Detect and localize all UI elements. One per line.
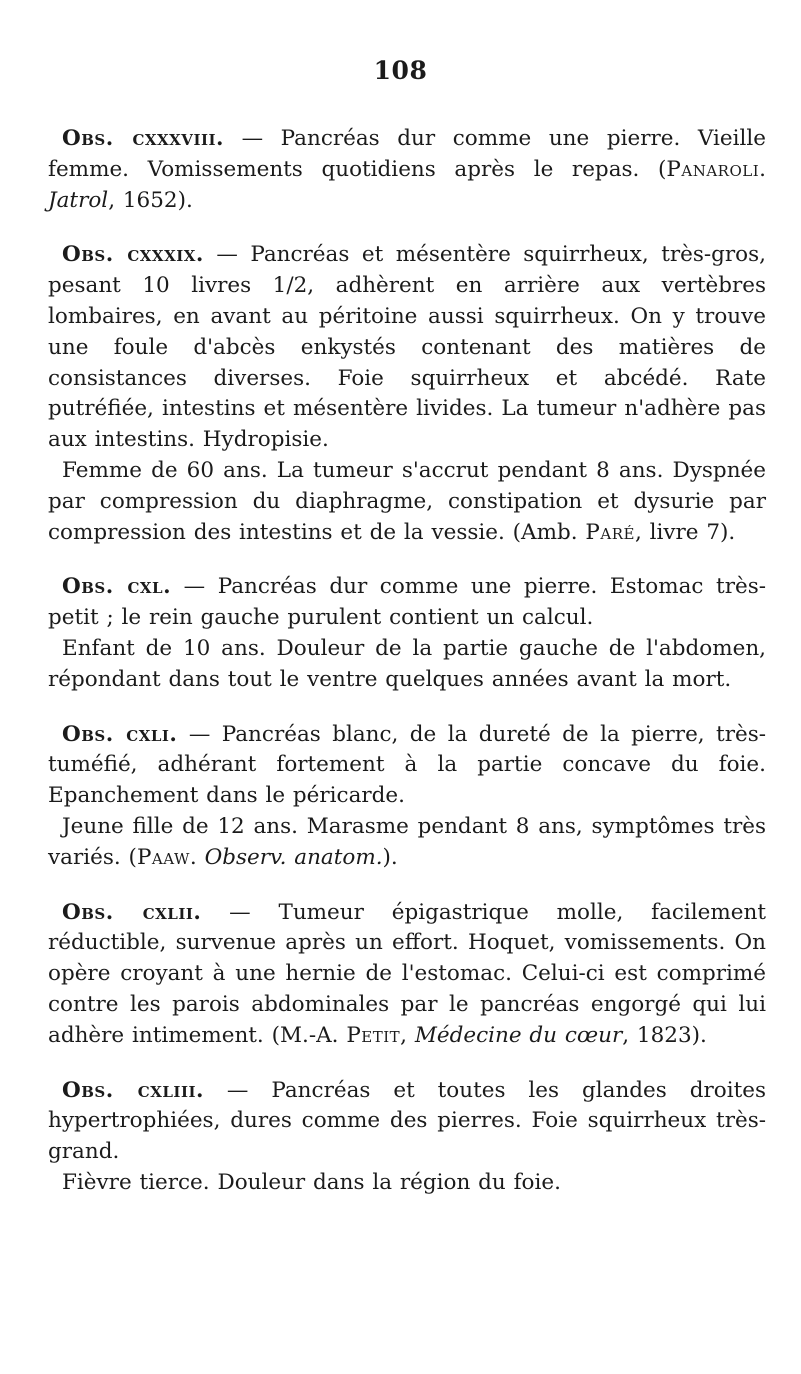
observation-140 [48, 572, 766, 695]
author-name: Paré [585, 519, 635, 545]
observation-141-case [48, 812, 766, 874]
citation-end: , livre 7). [634, 519, 736, 545]
observation-140-text [48, 572, 766, 634]
work-title: Jatrol [48, 187, 109, 213]
work-title: Observ. anatom. [204, 844, 383, 870]
observation-label: Obs. cxlii. [62, 899, 202, 925]
citation-end: ). [382, 844, 398, 870]
observation-summary: — Pancréas blanc, de la dureté de la pierre, très-tuméfié, adhérant fortement à la partie concave du foie. Epanchement dans le péricarde. [48, 721, 766, 809]
observation-143 [48, 1076, 766, 1199]
work-title: Médecine du cœur [414, 1022, 623, 1048]
punctuation: . [189, 844, 205, 870]
punctuation: . [759, 156, 766, 182]
observation-label: Obs. cxliii. [62, 1077, 204, 1103]
observation-label: Obs. cxxxix. [62, 242, 204, 268]
observation-141-text [48, 720, 766, 812]
citation-end: , 1652). [108, 187, 193, 213]
author-name: Panaroli [666, 156, 760, 182]
observation-139 [48, 240, 766, 548]
observation-139-text [48, 240, 766, 456]
case-description: Femme de 60 ans. La tumeur s'accrut pendant 8 ans. Dyspnée par compression du diaphragme, constipation et dysurie par compression des intestins et de la vessie. (Amb. [48, 457, 766, 545]
observation-summary: — Tumeur épigastrique molle, facilement réductible, survenue après un effort. Hoquet, vomissements. On opère croyant à une hernie de l'estomac. Celui-ci est comprimé contre les parois abdominales par le pancréas engorgé qui lui adhère intimement. (M.-A. [48, 899, 766, 1048]
author-name: Petit [346, 1022, 401, 1048]
author-name: Paaw [136, 844, 190, 870]
observation-label: Obs. cxl. [62, 574, 172, 600]
observations-list [48, 124, 766, 1223]
observation-143-text [48, 1076, 766, 1168]
observation-142 [48, 898, 766, 1052]
observation-138 [48, 124, 766, 216]
page-number: 108 [373, 56, 428, 85]
observation-label: Obs. cxli. [62, 721, 178, 747]
punctuation: , [400, 1022, 415, 1048]
observation-140-case: Enfant de 10 ans. Douleur de la partie gauche de l'abdomen, répondant dans tout le ventre quelques années avant la mort. [48, 635, 766, 692]
observation-label: Obs. cxxxviii. [62, 126, 224, 151]
observation-138-text [48, 124, 766, 216]
observation-summary: — Pancréas dur comme une pierre. Vieille femme. Vomissements quotidiens après le repas. ( [48, 126, 766, 182]
observation-142-text [48, 898, 766, 1052]
observation-summary: — Pancréas dur comme une pierre. Estomac très-petit ; le rein gauche purulent contient un calcul. [48, 574, 766, 631]
observation-summary: — Pancréas et mésentère squirrheux, très-gros, pesant 10 livres 1/2, adhèrent en arrière aux vertèbres lombaires, en avant au péritoine aussi squirrheux. On y trouve une foule d'abcès enkystés contenant des matières de consistances diverses. Foie squirrheux et abcédé. Rate putréfiée, intestins et mésentère livides. La tumeur n'adhère pas aux intestins. Hydropisie. [48, 242, 766, 453]
case-description: Jeune fille de 12 ans. Marasme pendant 8 ans, symptômes très variés. ( [48, 813, 766, 870]
observation-143-case: Fièvre tierce. Douleur dans la région du foie. [62, 1169, 561, 1195]
citation-end: , 1823). [622, 1022, 707, 1048]
observation-summary: — Pancréas et toutes les glandes droites hypertrophiées, dures comme des pierres. Foie squirrheux très-grand. [48, 1077, 767, 1165]
observation-141 [48, 720, 766, 874]
observation-139-case [48, 456, 766, 548]
